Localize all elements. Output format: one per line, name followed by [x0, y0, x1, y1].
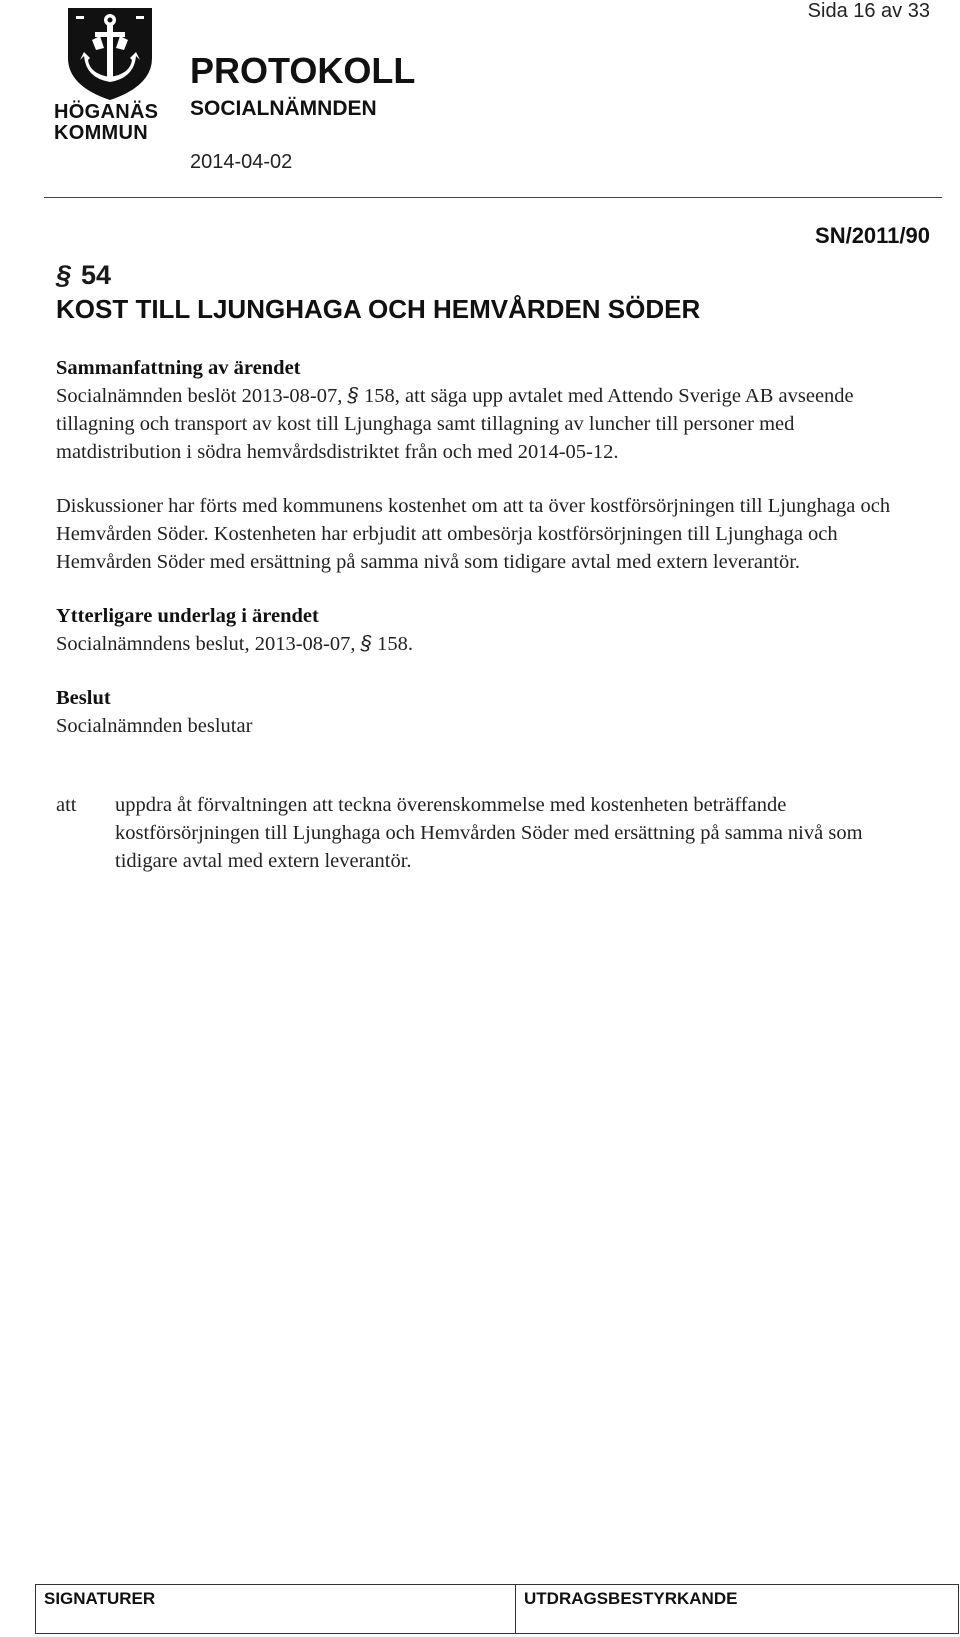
decision-intro: Socialnämnden beslutar: [56, 715, 253, 737]
logo-text-line1: HÖGANÄS: [54, 101, 159, 123]
logo-text-line2: KOMMUN: [54, 122, 149, 144]
paragraph-symbol: §: [56, 260, 72, 290]
certification-cell: [516, 1585, 958, 1633]
case-number: SN/2011/90: [815, 223, 930, 248]
signature-box: [35, 1584, 959, 1634]
item-title: KOST TILL LJUNGHAGA OCH HEMVÅRDEN SÖDER: [56, 294, 701, 324]
basis-reference: Socialnämndens beslut, 2013-08-07, § 158.: [56, 632, 414, 655]
summary-heading: Sammanfattning av ärendet: [56, 357, 301, 379]
summary-paragraph-2: Diskussioner har förts med kommunens kostenhet om att ta över kostförsörjningen till Ljunghaga och Hemvården Söder. Kostenheten har erbjudit att ombesörja kostförsörjningen till Ljunghaga och Hemvården Söder med ersättning på samma nivå som tidigare avtal med extern leverantör.: [56, 495, 891, 573]
decision-clause: [56, 791, 906, 875]
header-divider: [44, 197, 942, 198]
logo-text: [54, 102, 166, 144]
decision-text: uppdra åt förvaltningen att teckna överenskommelse med kostenheten beträffande kostförsörjningen till Ljunghaga och Hemvården Söder med ersättning på samma nivå som tidigare avtal med extern leverantör.: [115, 794, 863, 872]
basis-heading: Ytterligare underlag i ärendet: [56, 605, 319, 627]
document-body: [56, 354, 906, 875]
document-type: PROTOKOLL: [190, 50, 416, 91]
page-number: Sida 16 av 33: [807, 0, 930, 22]
section-symbol: §: [347, 384, 359, 407]
meeting-date: 2014-04-02: [190, 151, 293, 173]
signatures-cell: [36, 1585, 516, 1633]
signatures-label: SIGNATURER: [44, 1589, 156, 1608]
coat-of-arms-icon: [54, 6, 166, 102]
section-symbol: §: [360, 632, 373, 655]
decision-heading: Beslut: [56, 687, 111, 709]
summary-paragraph-1: Socialnämnden beslöt 2013-08-07, § 158, att säga upp avtalet med Attendo Sverige AB avseende tillagning och transport av kost till Ljunghaga samt tillagning av luncher till personer med matdistribution i södra hemvårdsdistriktet från och med 2014-05-12.: [56, 384, 854, 463]
decision-lead-word: att: [56, 794, 77, 816]
paragraph-heading: [56, 258, 111, 292]
paragraph-number: 54: [81, 260, 112, 290]
municipality-logo: [54, 6, 166, 156]
organization-name: SOCIALNÄMNDEN: [190, 97, 377, 120]
certification-label: UTDRAGSBESTYRKANDE: [524, 1589, 738, 1608]
